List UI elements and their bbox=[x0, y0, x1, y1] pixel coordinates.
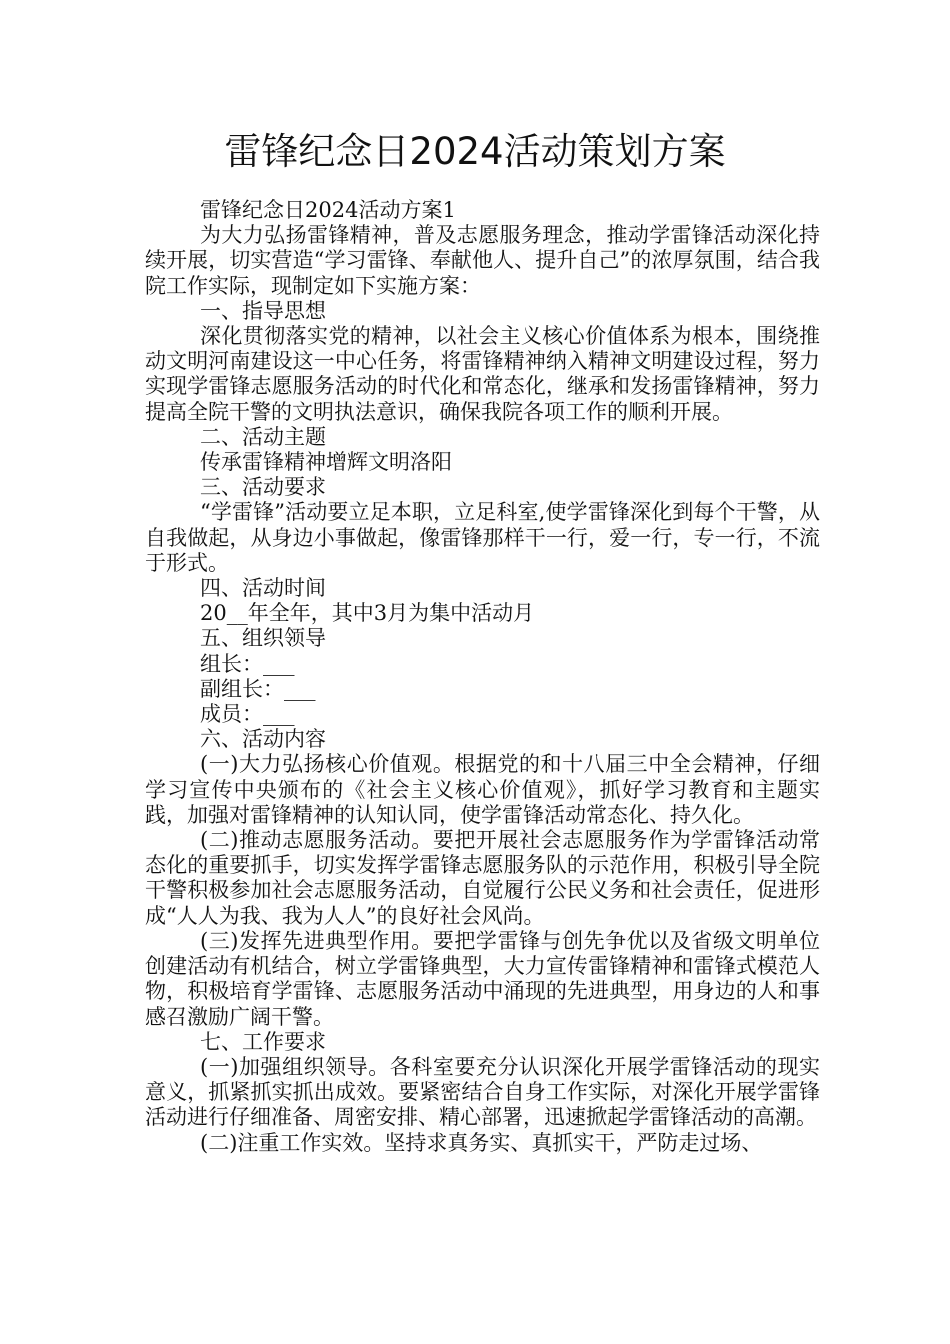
paragraph-guiding-ideology: 深化贯彻落实党的精神，以社会主义核心价值体系为根本，围绕推动文明河南建设这一中心任务，将雷锋精神纳入精神文明建设过程，努力实现学雷锋志愿服务活动的时代化和常态化，继承和发扬雷锋精神，努力提高全院干警的文明执法意识，确保我院各项工作的顺利开展。 bbox=[145, 324, 820, 424]
paragraph-work-requirements-1: (一)加强组织领导。各科室要充分认识深化开展学雷锋活动的现实意义，抓紧抓实抓出成效。要紧密结合自身工作实际，对深化开展学雷锋活动进行仔细准备、周密安排、精心部署，迅速掀起学雷锋活动的高潮。 bbox=[145, 1054, 820, 1130]
paragraph-work-requirements-2: (二)注重工作实效。坚持求真务实、真抓实干，严防走过场、 bbox=[200, 1130, 763, 1155]
section-heading-work-requirements: 七、工作要求 bbox=[200, 1029, 326, 1054]
paragraph-requirements: “学雷锋”活动要立足本职，立足科室,使学雷锋深化到每个干警，从自我做起，从身边小事做起，像雷锋那样干一行，爱一行，专一行，不流于形式。 bbox=[145, 500, 820, 575]
paragraph-theme: 传承雷锋精神增辉文明洛阳 bbox=[200, 450, 452, 475]
paragraph-content-1: (一)大力弘扬核心价值观。根据党的和十八届三中全会精神，仔细学习宣传中央颁布的《社会主义核心价值观》，抓好学习教育和主题实践，加强对雷锋精神的认知认同，使学雷锋活动常态化、持久化。 bbox=[145, 752, 820, 827]
paragraph-subtitle: 雷锋纪念日2024活动方案1 bbox=[200, 198, 456, 222]
document-title: 雷锋纪念日2024活动策划方案 bbox=[224, 130, 726, 173]
paragraph-intro: 为大力弘扬雷锋精神，普及志愿服务理念，推动学雷锋活动深化持续开展，切实营造“学习雷锋、奉献他人、提升自己”的浓厚氛围，结合我院工作实际，现制定如下实施方案： bbox=[145, 223, 820, 298]
document-body bbox=[145, 198, 820, 1156]
paragraph-deputy-leader: 副组长：___ bbox=[200, 676, 316, 701]
section-heading-time: 四、活动时间 bbox=[200, 576, 326, 601]
section-heading-leadership: 五、组织领导 bbox=[200, 626, 326, 651]
paragraph-content-3: (三)发挥先进典型作用。要把学雷锋与创先争优以及省级文明单位创建活动有机结合，树立学雷锋典型，大力宣传雷锋精神和雷锋式模范人物，积极培育学雷锋、志愿服务活动中涌现的先进典型，用身边的人和事感召激励广阔干警。 bbox=[145, 928, 820, 1029]
paragraph-members: 成员：___ bbox=[200, 702, 295, 727]
paragraph-leader: 组长：___ bbox=[200, 651, 295, 676]
paragraph-time: 20__年全年，其中3月为集中活动月 bbox=[200, 601, 535, 626]
paragraph-content-2: (二)推动志愿服务活动。要把开展社会志愿服务作为学雷锋活动常态化的重要抓手，切实发挥学雷锋志愿服务队的示范作用，积极引导全院干警积极参加社会志愿服务活动，自觉履行公民义务和社会责任，促进形成“人人为我、我为人人”的良好社会风尚。 bbox=[145, 828, 820, 928]
section-heading-theme: 二、活动主题 bbox=[200, 424, 326, 449]
section-heading-content: 六、活动内容 bbox=[200, 727, 326, 752]
section-heading-guiding-ideology: 一、指导思想 bbox=[200, 298, 326, 323]
section-heading-requirements: 三、活动要求 bbox=[200, 475, 326, 500]
